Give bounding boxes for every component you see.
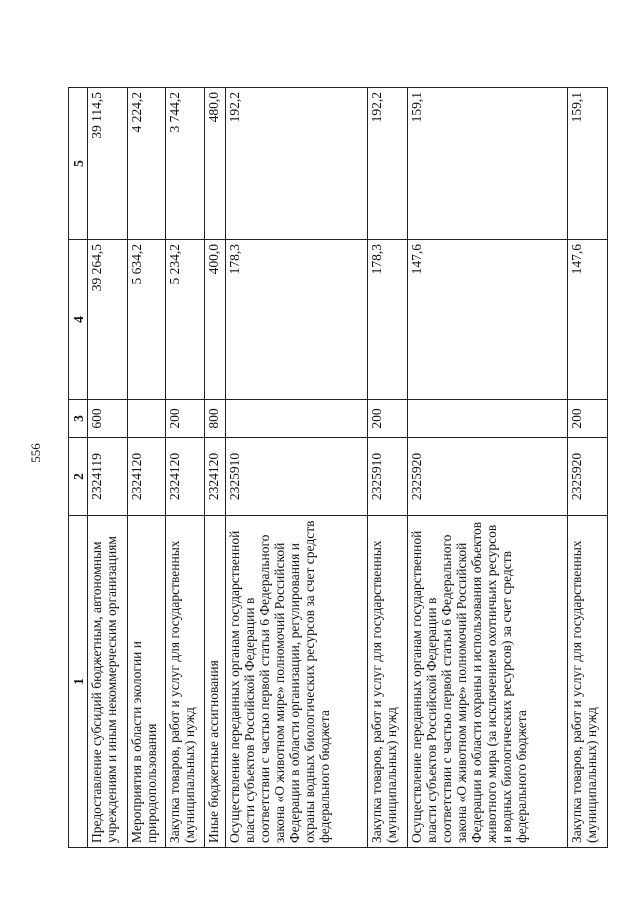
header-col-4: 4	[69, 240, 88, 400]
row-value-col4: 39 264,5	[88, 240, 128, 400]
header-col-3: 3	[69, 400, 88, 438]
row-value-col4: 147,6	[407, 240, 568, 400]
row-code: 2324119	[88, 438, 128, 516]
header-col-5: 5	[69, 88, 88, 240]
row-type: 200	[165, 400, 205, 438]
row-name: Закупка товаров, работ и услуг для государственных (муниципальных) нужд	[165, 516, 205, 848]
row-type	[407, 400, 568, 438]
rotated-table-container	[68, 88, 608, 848]
row-code: 2325910	[368, 438, 408, 516]
row-value-col5: 192,2	[226, 88, 368, 240]
row-value-col4: 147,6	[568, 240, 608, 400]
row-name: Предоставление субсидий бюджетным, автономным учреждениям и иным некоммерческим организациям	[88, 516, 128, 848]
row-type: 800	[205, 400, 226, 438]
row-value-col5: 39 114,5	[88, 88, 128, 240]
table-row	[226, 88, 368, 848]
row-type: 600	[88, 400, 128, 438]
row-value-col5: 159,1	[568, 88, 608, 240]
page-number: 556	[28, 443, 43, 463]
row-name: Закупка товаров, работ и услуг для государственных (муниципальных) нужд	[368, 516, 408, 848]
row-value-col4: 178,3	[226, 240, 368, 400]
row-type	[127, 400, 165, 438]
row-value-col5: 4 224,2	[127, 88, 165, 240]
header-row	[69, 88, 88, 848]
row-value-col5: 159,1	[407, 88, 568, 240]
budget-table	[68, 87, 608, 848]
row-value-col5: 3 744,2	[165, 88, 205, 240]
row-code: 2324120	[127, 438, 165, 516]
row-code: 2325910	[226, 438, 368, 516]
row-code: 2324120	[205, 438, 226, 516]
row-value-col5: 192,2	[368, 88, 408, 240]
row-type: 200	[568, 400, 608, 438]
table-row	[88, 88, 128, 848]
row-value-col4: 400,0	[205, 240, 226, 400]
row-name: Закупка товаров, работ и услуг для государственных (муниципальных) нужд	[568, 516, 608, 848]
row-value-col5: 480,0	[205, 88, 226, 240]
row-value-col4: 5 634,2	[127, 240, 165, 400]
table-row	[568, 88, 608, 848]
row-name: Иные бюджетные ассигнования	[205, 516, 226, 848]
header-col-1: 1	[69, 516, 88, 848]
table-row	[368, 88, 408, 848]
row-code: 2325920	[568, 438, 608, 516]
row-code: 2325920	[407, 438, 568, 516]
header-col-2: 2	[69, 438, 88, 516]
table-row	[165, 88, 205, 848]
row-value-col4: 178,3	[368, 240, 408, 400]
row-code: 2324120	[165, 438, 205, 516]
row-name: Осуществление переданных органам государственной власти субъектов Российской Федерации в соответствии с частью первой статьи 6 Федерального закона «О животном мире» полномочий Российской Федерации в области организации, регулирования и охраны водных биологических ресурсов за счет средств федерального бюджета	[226, 516, 368, 848]
row-type: 200	[368, 400, 408, 438]
row-type	[226, 400, 368, 438]
table-row	[127, 88, 165, 848]
table-row	[407, 88, 568, 848]
table-row	[205, 88, 226, 848]
row-name: Осуществление переданных органам государственной власти субъектов Российской Федерации в соответствии с частью первой статьи 6 Федерального закона «О животном мире» полномочий Российской Федерации в области охраны и использования объектов животного мира (за исключением охотничьих ресурсов и водных биологических ресурсов) за счет средств федерального бюджета	[407, 516, 568, 848]
row-value-col4: 5 234,2	[165, 240, 205, 400]
row-name: Мероприятия в области экологии и природопользования	[127, 516, 165, 848]
